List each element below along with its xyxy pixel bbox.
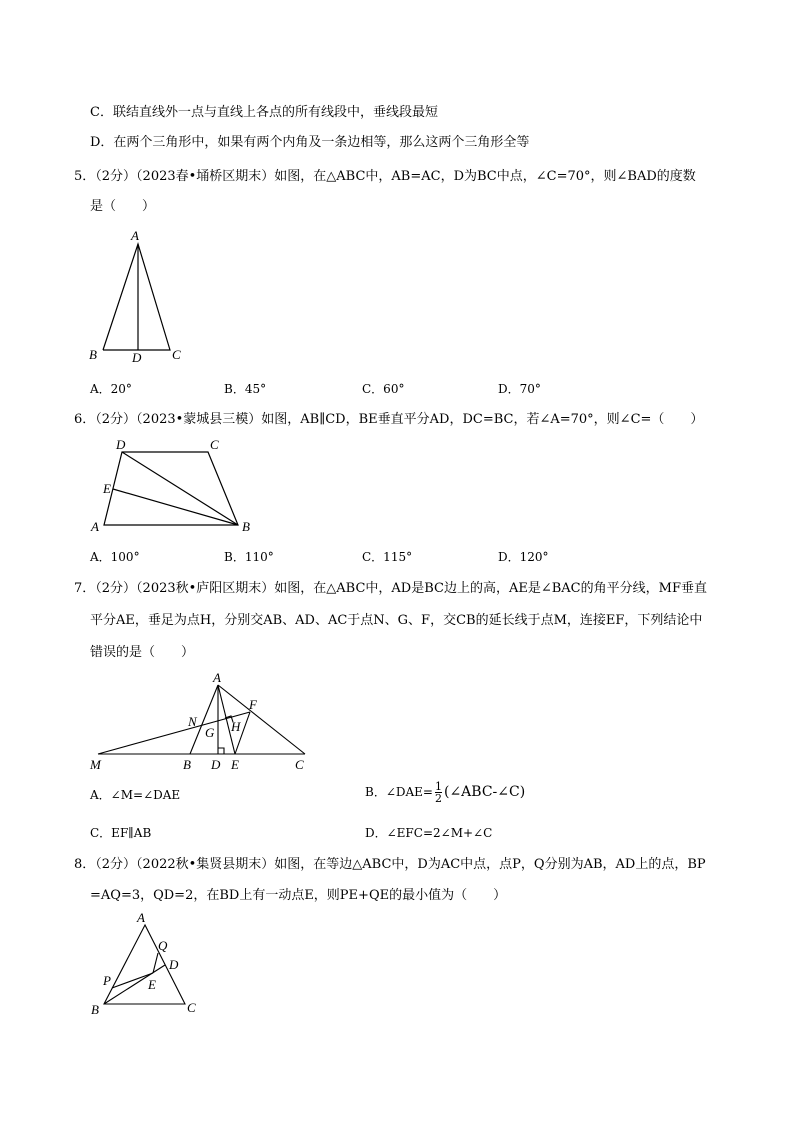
q6-label-d: D [116, 437, 126, 452]
q6-stem-line1: 6．（2分）（2023•蒙城县三模）如图，AB∥CD，BE垂直平分AD，DC=BC，若∠A=70°，则∠C=（ ） [74, 412, 704, 427]
q8-label-p: P [103, 973, 111, 988]
q5-label-b: B [89, 347, 97, 362]
q6-label-c: C [210, 437, 219, 452]
q7-label-b: B [183, 757, 191, 772]
q6-option-c: C．115° [362, 550, 413, 564]
q7-stem-line2: 平分AE，垂足为点H，分别交AB、AD、AC于点N、G、F，交CB的延长线于点M，连接EF，下列结论中 [90, 613, 703, 628]
q7-label-h: H [231, 719, 241, 734]
q8-stem-line2: =AQ=3，QD=2，在BD上有一动点E，则PE+QE的最小值为（ ） [90, 888, 507, 903]
q7-option-b-numerator: 1 [434, 780, 442, 793]
q7-stem-line3: 错误的是（ ） [90, 645, 195, 660]
q5-label-a: A [131, 228, 139, 243]
q5-label-c: C [172, 347, 181, 362]
q7-stem-line1: 7．（2分）（2023秋•庐阳区期末）如图，在△ABC中，AD是BC边上的高，AE是∠BAC的角平分线，MF垂直 [74, 581, 707, 596]
q7-label-c: C [295, 757, 304, 772]
q6-option-d: D．120° [498, 550, 549, 564]
q8-label-c: C [187, 1000, 196, 1015]
q7-label-f: F [249, 697, 257, 712]
q5-stem-line1: 5．（2分）（2023春•埇桥区期末）如图，在△ABC中，AB=AC，D为BC中点，∠C=70°，则∠BAD的度数 [74, 169, 696, 184]
q7-option-d: D．∠EFC=2∠M+∠C [365, 826, 493, 840]
q5-stem-line2: 是（ ） [90, 199, 156, 214]
q7-option-c: C．EF∥AB [90, 826, 152, 840]
q8-label-e: E [148, 977, 156, 992]
q5-option-d: D．70° [498, 382, 541, 396]
q7-label-a: A [213, 670, 221, 685]
q7-option-b-denominator: 2 [434, 792, 442, 805]
q6-label-b: B [242, 519, 250, 534]
q7-label-d: D [211, 757, 221, 772]
q7-option-b-suffix: (∠ABC-∠C) [443, 784, 526, 800]
q7-option-a: A．∠M=∠DAE [90, 788, 181, 802]
q7-option-b-prefix: B．∠DAE= [365, 785, 433, 799]
q6-label-e: E [103, 481, 111, 496]
q8-label-q: Q [158, 938, 168, 953]
q5-option-a: A．20° [90, 382, 132, 396]
q8-label-d: D [169, 957, 179, 972]
q4-option-d: D．在两个三角形中，如果有两个内角及一条边相等，那么这两个三角形全等 [90, 135, 530, 150]
q7-label-e: E [231, 757, 239, 772]
q5-option-b: B．45° [224, 382, 267, 396]
q8-label-a: A [137, 910, 145, 925]
q6-label-a: A [91, 519, 99, 534]
q8-label-b: B [91, 1002, 99, 1017]
q7-label-n: N [188, 714, 197, 729]
q6-option-a: A．100° [90, 550, 140, 564]
q5-label-d: D [132, 350, 142, 365]
q8-stem-line1: 8．（2分）（2022秋•集贤县期末）如图，在等边△ABC中，D为AC中点，点P，Q分别为AB，AD上的点，BP [74, 857, 706, 872]
q5-option-c: C．60° [362, 382, 405, 396]
q6-option-b: B．110° [224, 550, 274, 564]
q7-label-m: M [90, 757, 101, 772]
q4-option-c: C．联结直线外一点与直线上各点的所有线段中，垂线段最短 [90, 105, 438, 120]
q7-label-g: G [205, 725, 215, 740]
